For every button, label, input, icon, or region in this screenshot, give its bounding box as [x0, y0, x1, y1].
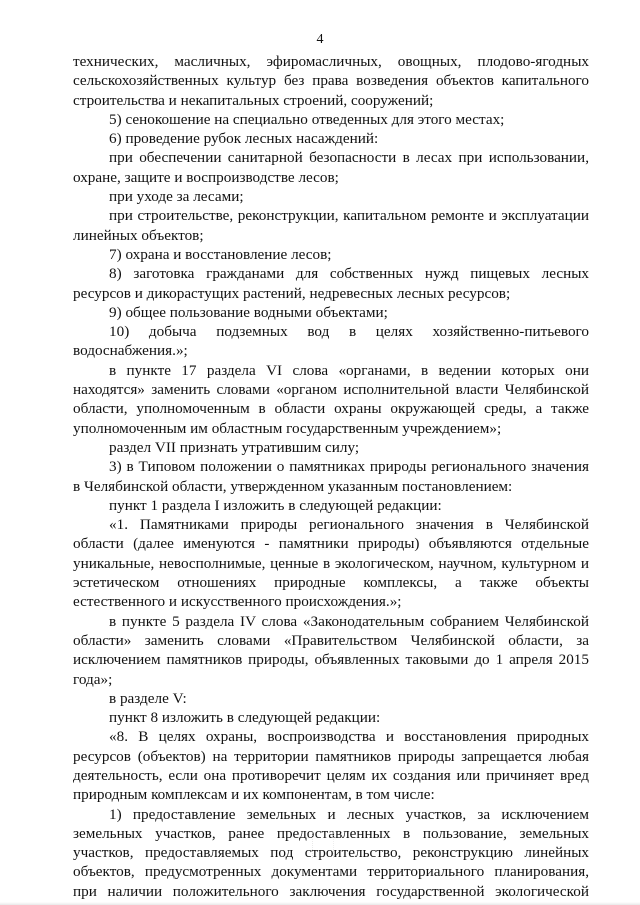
paragraph: в пункте 5 раздела IV слова «Законодательным собранием Челябинской области» заменить словами «Правительством Челябинской области, за исключением памятников природы, объявленных таковыми до 1 апреля 2015 года»; — [73, 612, 589, 688]
paragraph: 10) добыча подземных вод в целях хозяйственно-питьевого водоснабжения.»; — [73, 323, 589, 360]
paragraph: «8. В целях охраны, воспроизводства и восстановления природных ресурсов (объектов) на территории памятников природы запрещается любая деятельность, если она противоречит целям их создания или причиняет вред природным комплексам и их компонентам, в том числе: — [73, 728, 589, 804]
paragraph: 6) проведение рубок лесных насаждений: — [109, 130, 379, 148]
paragraph: 7) охрана и восстановление лесов; — [109, 245, 332, 263]
paragraph: 9) общее пользование водными объектами; — [109, 303, 388, 321]
paragraph: технических, масличных, эфиромасличных, овощных, плодово-ягодных сельскохозяйственных культур без права возведения объектов капитального строительства и некапитальных строений, сооружений; — [73, 53, 589, 109]
paragraph: в пункте 17 раздела VI слова «органами, в ведении которых они находятся» заменить словами «органом исполнительной власти Челябинской области, уполномоченным в области охраны окружающей среды, а также уполномоченным им областным государственным учреждением»; — [73, 361, 589, 437]
paragraph: 3) в Типовом положении о памятниках природы регионального значения в Челябинской области, утвержденном указанным постановлением: — [73, 458, 589, 495]
paragraph: раздел VII признать утратившим силу; — [109, 438, 360, 456]
paragraph: 5) сенокошение на специально отведенных для этого местах; — [109, 110, 505, 128]
paragraph: в разделе V: — [109, 689, 187, 707]
paragraph: при строительстве, реконструкции, капитальном ремонте и эксплуатации линейных объектов; — [73, 207, 589, 244]
paragraph: 1) предоставление земельных и лесных участков, за исключением земельных участков, ранее предоставленных в пользование, земельных участков, предоставляемых под строительство, реконструкцию линейных объектов, предусмотренных документами территориального планирования, при наличии положительного заключения государственной экологической — [73, 805, 589, 900]
page-number: 4 — [316, 32, 324, 47]
scan-artifact — [312, 832, 334, 858]
paragraph: 8) заготовка гражданами для собственных нужд пищевых лесных ресурсов и дикорастущих растений, недревесных лесных ресурсов; — [73, 265, 589, 302]
paragraph: при уходе за лесами; — [109, 188, 244, 206]
paragraph: при обеспечении санитарной безопасности в лесах при использовании, охране, защите и воспроизводстве лесов; — [73, 149, 589, 186]
paragraph: пункт 1 раздела I изложить в следующей редакции: — [109, 496, 442, 514]
paragraph: пункт 8 изложить в следующей редакции: — [109, 709, 381, 727]
paragraph: «1. Памятниками природы регионального значения в Челябинской области (далее именуются - памятники природы) объявляются отдельные уникальные, невосполнимые, ценные в экологическом, научном, культурном и эстетическом отношениях природные комплексы, а также объекты естественного и искусственного происхождения.»; — [73, 516, 589, 611]
document-body — [73, 52, 589, 901]
